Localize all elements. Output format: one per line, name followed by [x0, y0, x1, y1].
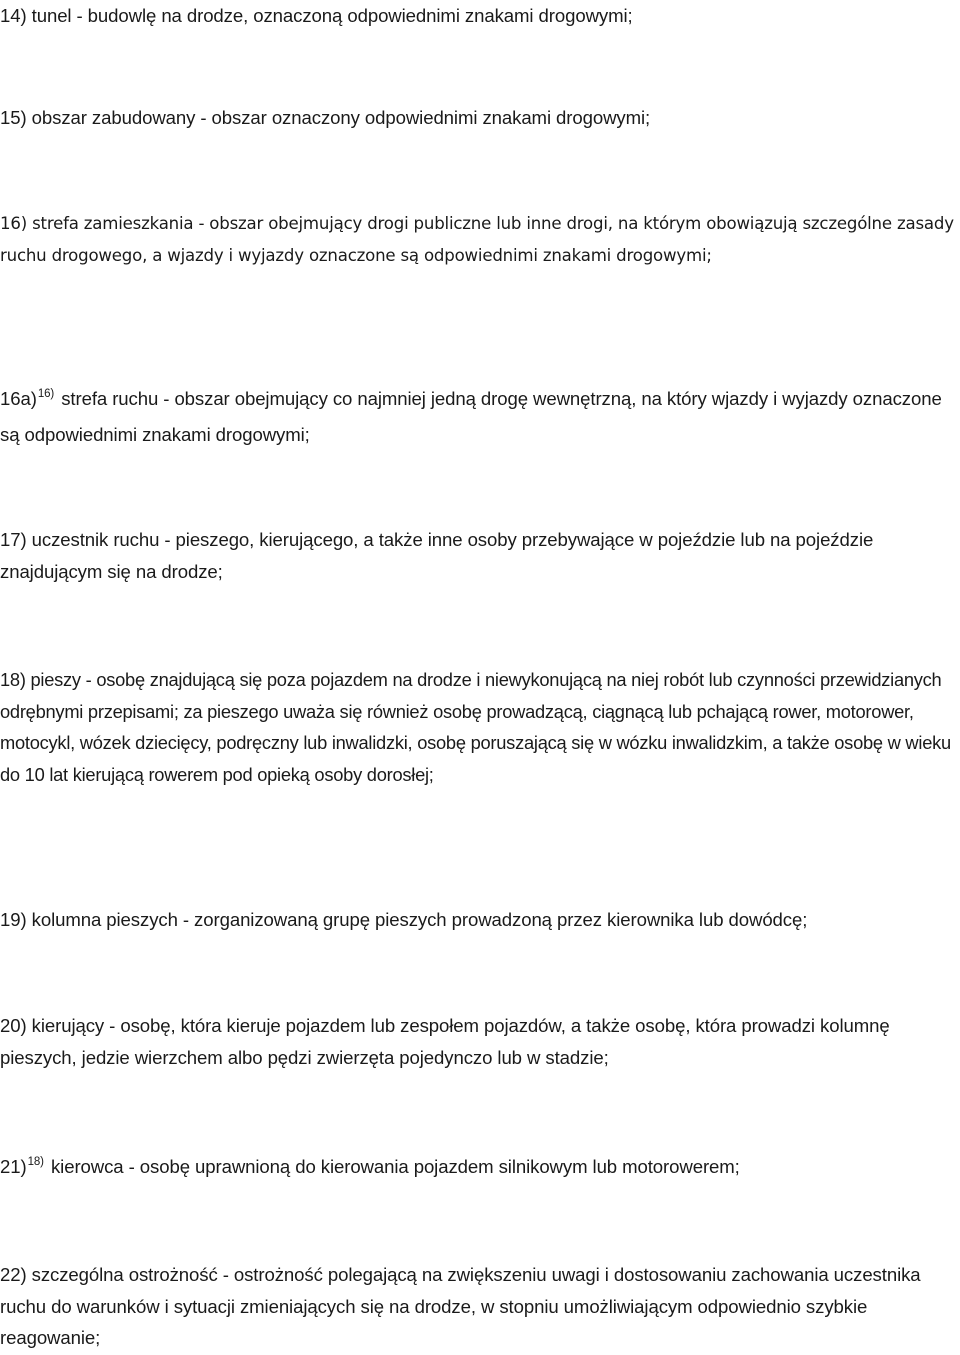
- definition-18: 18) pieszy - osobę znajdującą się poza pojazdem na drodze i niewykonującą na niej robót lub czynności przewidzianych odrębnymi przepisami; za pieszego uważa się również osobę prowadzącą, ciągnącą lub pchającą rower, motorower, motocykl, wózek dziecięcy, podręczny lub inwalidzki, osobę poruszającą się w wózku inwalidzkim, a także osobę w wieku do 10 lat kierującą rowerem pod opieką osoby dorosłej;: [0, 669, 951, 785]
- definition-15: 15) obszar zabudowany - obszar oznaczony odpowiednimi znakami drogowymi;: [0, 107, 651, 128]
- definition-text: strefa ruchu - obszar obejmujący co najmniej jedną drogę wewnętrzną, na który wjazdy i wyjazdy oznaczone są odpowiednimi znakami drogowymi;: [0, 388, 942, 445]
- definition-number: 16a): [0, 388, 37, 409]
- definition-20: 20) kierujący - osobę, która kieruje pojazdem lub zespołem pojazdów, a także osobę, która prowadzi kolumnę pieszych, jedzie wierzchem albo pędzi zwierzęta pojedynczo lub w stadzie;: [0, 1015, 890, 1068]
- footnote-marker: 16): [37, 388, 55, 400]
- definition-number: 21): [0, 1156, 27, 1177]
- definition-17: 17) uczestnik ruchu - pieszego, kierującego, a także inne osoby przebywające w pojeździe lub na pojeździe znajdującym się na drodze;: [0, 529, 874, 582]
- definition-14: 14) tunel - budowlę na drodze, oznaczoną odpowiednimi znakami drogowymi;: [0, 5, 633, 26]
- definition-16: 16) strefa zamieszkania - obszar obejmujący drogi publiczne lub inne drogi, na którym obowiązują szczególne zasady ruchu drogowego, a wjazdy i wyjazdy oznaczone są odpowiednimi znakami drogowymi;: [0, 214, 954, 265]
- definition-16a: [0, 383, 956, 450]
- footnote-marker: 18): [27, 1156, 44, 1168]
- definition-21: [0, 1151, 956, 1187]
- definition-19: 19) kolumna pieszych - zorganizowaną grupę pieszych prowadzoną przez kierownika lub dowódcę;: [0, 909, 808, 930]
- definition-22: 22) szczególna ostrożność - ostrożność polegającą na zwiększeniu uwagi i dostosowaniu zachowania uczestnika ruchu do warunków i sytuacji zmieniających się na drodze, w stopniu umożliwiającym odpowiednio szybkie reagowanie;: [0, 1264, 921, 1348]
- definition-text: kierowca - osobę uprawnioną do kierowania pojazdem silnikowym lub motorowerem;: [50, 1156, 740, 1177]
